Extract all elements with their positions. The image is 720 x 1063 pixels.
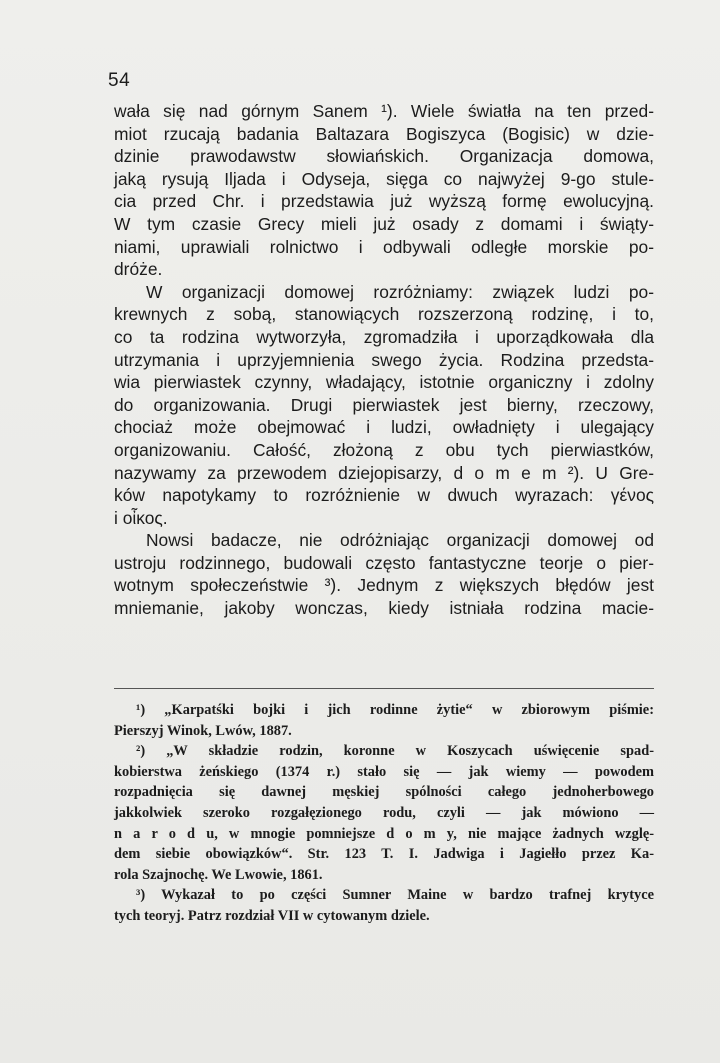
body-line: wia pierwiastek czynny, władający, istotnie organiczny i zdolny xyxy=(114,372,654,393)
body-line: niami, uprawiali rolnictwo i odbywali odległe morskie po- xyxy=(114,236,654,257)
footnote-line: ¹) „Karpatśki bojki i jich rodinne żytie“ w zbiorowym piśmie: xyxy=(136,702,654,718)
body-line: ustroju rodzinnego, budowali często fantastyczne teorje o pier- xyxy=(114,552,654,573)
body-line: chociaż może obejmować i ludzi, owładnięty i ulegający xyxy=(114,417,654,438)
body-line: dzinie prawodawstw słowiańskich. Organizacja domowa, xyxy=(114,146,654,167)
footnote-divider xyxy=(114,688,654,689)
footnote-line: ³) Wykazał to po części Sumner Maine w bardzo trafnej krytyce xyxy=(136,887,654,904)
footnote-line: n a r o d u, w mnogie pomniejsze d o m y, nie mające żadnych wzglę- xyxy=(114,825,654,842)
page-number: 54 xyxy=(108,70,131,91)
footnotes xyxy=(114,700,654,927)
body-line: co ta rodzina wytworzyła, zgromadziła i uporządkowała dla xyxy=(114,326,654,347)
body-text xyxy=(114,100,654,620)
body-line: i οἶκος. xyxy=(114,507,168,528)
body-line: krewnych z sobą, stanowiących rozszerzoną rodzinę, i to, xyxy=(114,304,654,325)
footnote-line: dem siebie obowiązków“. Str. 123 T. I. Jadwiga i Jagiełło przez Ka- xyxy=(114,846,654,863)
footnote-line: rozpadnięcia się dawnej męskiej spólności całego jednoherbowego xyxy=(114,784,654,801)
body-line: wotnym społeczeństwie ³). Jednym z większych błędów jest xyxy=(114,575,654,596)
body-line: nazywamy za przewodem dziejopisarzy, d o m e m ²). U Gre- xyxy=(114,462,654,483)
body-line: miot rzucają badania Baltazara Bogiszyca (Bogisic) w dzie- xyxy=(114,123,654,144)
footnote-line: tych teoryj. Patrz rozdział VII w cytowanym dziele. xyxy=(114,907,430,924)
footnote-line: kobierstwa żeńskiego (1374 r.) stało się — jak wiemy — powodem xyxy=(114,763,654,780)
footnote-line: rola Szajnochę. We Lwowie, 1861. xyxy=(114,866,323,883)
body-line: utrzymania i uprzyjemnienia swego życia. Rodzina przedsta- xyxy=(114,349,654,370)
footnote-line: ²) „W składzie rodzin, koronne w Koszycach uświęcenie spad- xyxy=(136,743,654,760)
body-line: dróże. xyxy=(114,259,163,280)
body-line: W tym czasie Grecy mieli już osady z domami i świąty- xyxy=(114,213,654,234)
body-line: W organizacji domowej rozróżniamy: związek ludzi po- xyxy=(146,281,654,302)
body-line: ków napotykamy to rozróżnienie w dwuch wyrazach: γένος xyxy=(114,485,654,506)
body-line: organizowaniu. Całość, złożoną z obu tych pierwiastków, xyxy=(114,439,654,460)
footnote-line: jakkolwiek szeroko rozgałęzionego rodu, czyli — jak mówiono — xyxy=(114,804,654,821)
body-line: wała się nad górnym Sanem ¹). Wiele światła na ten przed- xyxy=(114,101,654,121)
footnote-line: Pierszyj Winok, Lwów, 1887. xyxy=(114,722,292,739)
body-line: mniemanie, jakoby wonczas, kiedy istniała rodzina macie- xyxy=(114,598,654,619)
body-line: cia przed Chr. i przedstawia już wyższą formę ewolucyjną. xyxy=(114,191,654,212)
body-line: jaką rysują Iljada i Odyseja, sięga co najwyżej 9-go stule- xyxy=(114,168,654,189)
body-line: do organizowania. Drugi pierwiastek jest bierny, rzeczowy, xyxy=(114,394,654,415)
body-line: Nowsi badacze, nie odróżniając organizacji domowej od xyxy=(146,530,654,551)
